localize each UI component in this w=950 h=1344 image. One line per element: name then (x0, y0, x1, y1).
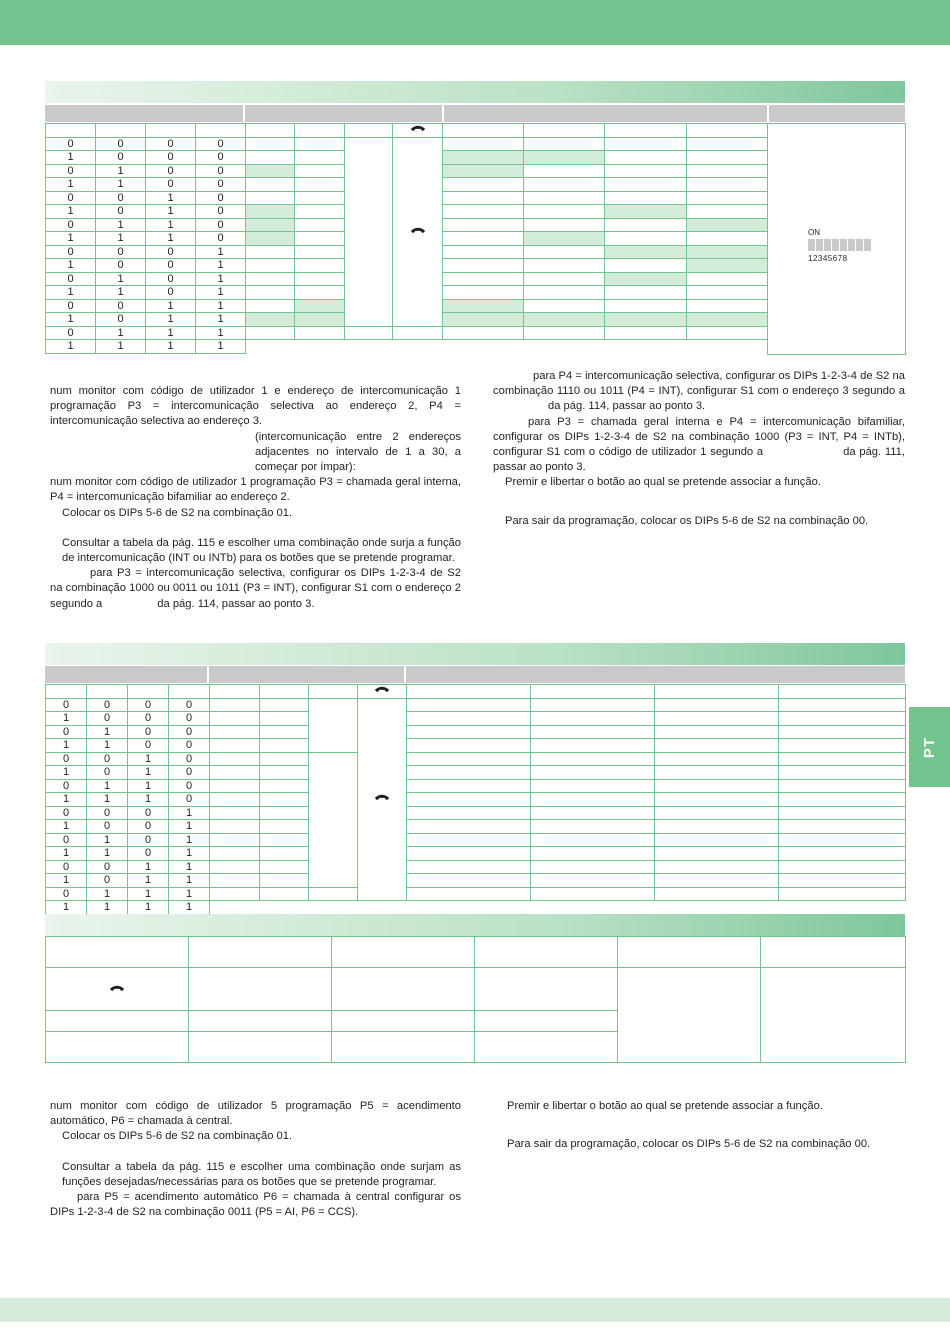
dip-value-cell: 0 (128, 806, 169, 820)
dip-value-cell: 1 (87, 793, 128, 807)
dip-value-cell: 0 (46, 326, 96, 340)
dip-value-cell: 1 (46, 712, 87, 726)
dip-value-cell: 0 (87, 698, 128, 712)
example2-text: num monitor com código de utilizador 1 programação P3 = chamada geral interna, P4 = intercomunicação bifamiliar ao endereço 2. (50, 476, 461, 504)
dip-value-cell: 1 (169, 901, 210, 915)
dip-value-cell: 1 (146, 299, 196, 313)
table-row (46, 739, 906, 753)
table1-subheader-row (46, 124, 906, 138)
exit-text: Para sair da programação, colocar os DIPs 5-6 de S2 na combinação 00. (505, 514, 869, 527)
dip-value-cell: 1 (46, 205, 96, 219)
table3-handset-cell (46, 968, 189, 1011)
top-header-bar (0, 0, 950, 45)
dip-value-cell: 1 (146, 191, 196, 205)
dip-value-cell: 0 (169, 766, 210, 780)
text2-right-column (507, 1099, 905, 1152)
step3b-text: Premir e libertar o botão ao qual se pretende associar a função. (507, 1100, 823, 1112)
dip-value-cell: 0 (96, 245, 146, 259)
dip-value-cell: 1 (46, 766, 87, 780)
dip-value-cell: 0 (46, 887, 87, 901)
dip-value-cell: 0 (128, 833, 169, 847)
dip-value-cell: 1 (46, 874, 87, 888)
dip-value-cell: 1 (146, 205, 196, 219)
example2-heading: (intercomunicação entre 2 endereços adjacentes no intervalo de 1 a 30, a começar por ímpar): (255, 430, 461, 474)
dip-value-cell: 0 (196, 178, 246, 192)
dip-value-cell: 0 (146, 272, 196, 286)
dip-value-cell: 1 (46, 178, 96, 192)
dip-value-cell: 1 (96, 272, 146, 286)
step2-text: Consultar a tabela da pág. 115 e escolher uma combinação onde surja a função de intercomunicação (INT ou INTb) para os botões que se pretende programar. (62, 536, 461, 565)
dip-value-cell: 1 (96, 218, 146, 232)
dip-value-cell: 0 (46, 272, 96, 286)
dip-value-cell: 1 (96, 326, 146, 340)
dip-value-cell: 0 (146, 259, 196, 273)
table-row (46, 860, 906, 874)
dip-value-cell: 0 (46, 164, 96, 178)
dip-value-cell: 1 (169, 833, 210, 847)
step1-text: Colocar os DIPs 5-6 de S2 na combinação 01. (62, 506, 293, 519)
table2-subheader-row (46, 685, 906, 699)
table-row (46, 833, 906, 847)
table2-header-row (45, 666, 905, 683)
text1-left-column (50, 384, 461, 612)
table1-header-row (45, 105, 905, 122)
dip-value-cell: 1 (128, 860, 169, 874)
dip-value-cell: 1 (169, 874, 210, 888)
dip-value-cell: 0 (146, 164, 196, 178)
dip-value-cell: 0 (46, 833, 87, 847)
dip-value-cell: 0 (46, 299, 96, 313)
table-row (46, 766, 906, 780)
dip-value-cell: 0 (46, 779, 87, 793)
dip-value-cell: 0 (196, 191, 246, 205)
table-row (46, 874, 906, 888)
dip-value-cell: 0 (146, 286, 196, 300)
dip-value-cell: 0 (46, 806, 87, 820)
table-row (46, 752, 906, 766)
dip-value-cell: 1 (128, 887, 169, 901)
dip-value-cell: 1 (128, 901, 169, 915)
dip-value-cell: 1 (146, 326, 196, 340)
table-row (46, 806, 906, 820)
dip-value-cell: 1 (46, 847, 87, 861)
dip-value-cell: 1 (46, 259, 96, 273)
dip-value-cell: 1 (96, 286, 146, 300)
dip-value-cell: 1 (46, 286, 96, 300)
table3-title-bar (45, 914, 905, 936)
language-tab-pt: PT (909, 707, 950, 787)
dip-value-cell: 1 (46, 901, 87, 915)
dip-value-cell: 1 (87, 779, 128, 793)
dip-value-cell: 0 (96, 313, 146, 327)
dip-value-cell: 1 (169, 887, 210, 901)
dip-value-cell: 1 (87, 725, 128, 739)
dip-value-cell: 0 (196, 137, 246, 151)
table-row (46, 887, 906, 901)
step2b-text: Consultar a tabela da pág. 115 e escolher uma combinação onde surjam as funções desejadas/necessárias para os botões que se pretende programar. (62, 1160, 461, 1188)
step2b-example: para P5 = acendimento automático P6 = chamada à central configurar os DIPs 1-2-3-4 de S2 na combinação 0011 (P5 = AI, P6 = CCS). (50, 1191, 461, 1219)
table1-title-bar (45, 81, 905, 103)
example1-text: num monitor com código de utilizador 1 e endereço de intercomunicação 1 programação P3 = intercomunicação selectiva ao endereço 2, P4 = intercomunicação selectiva ao endereço 3. (50, 385, 461, 428)
dip-value-cell: 1 (46, 232, 96, 246)
dip-value-cell: 0 (196, 151, 246, 165)
dip-value-cell: 0 (46, 752, 87, 766)
table-row (46, 793, 906, 807)
text1-right-column (493, 369, 905, 529)
dip-value-cell: 0 (87, 712, 128, 726)
dip-value-cell: 0 (128, 739, 169, 753)
dip-value-cell: 0 (46, 137, 96, 151)
telephone-handset-icon (374, 685, 390, 694)
dip-value-cell: 0 (169, 725, 210, 739)
dip-value-cell: 1 (196, 286, 246, 300)
dip-value-cell: 0 (87, 860, 128, 874)
telephone-handset-icon (374, 793, 390, 802)
dip-value-cell: 0 (169, 779, 210, 793)
dip-value-cell: 0 (87, 874, 128, 888)
table-row (46, 901, 906, 915)
example3-text: num monitor com código de utilizador 5 programação P5 = acendimento automático, P6 = chamada à central. (50, 1100, 461, 1128)
dip-value-cell: 1 (196, 272, 246, 286)
step2-example1: para P3 = intercomunicação selectiva, configurar os DIPs 1-2-3-4 de S2 na combinação 1000 ou 0011 ou 1011 (P3 = INT), configurar S1 com o endereço 2 segundo a da pág. 114, passar ao ponto 3. (50, 567, 461, 610)
dip-value-cell: 0 (169, 712, 210, 726)
telephone-handset-icon (410, 226, 426, 235)
dip-value-cell: 1 (169, 806, 210, 820)
dip-value-cell: 1 (128, 766, 169, 780)
dip-value-cell: 1 (128, 752, 169, 766)
dip-value-cell: 1 (146, 340, 196, 354)
dip-value-cell: 0 (146, 151, 196, 165)
dip-value-cell: 1 (96, 340, 146, 354)
dip-value-cell: 0 (96, 151, 146, 165)
dip-value-cell: 0 (46, 698, 87, 712)
dip-value-cell: 0 (169, 739, 210, 753)
dip-value-cell: 0 (87, 766, 128, 780)
dip-value-cell: 0 (46, 725, 87, 739)
dip-value-cell: 1 (196, 259, 246, 273)
table-row (46, 698, 906, 712)
table-row (46, 779, 906, 793)
dip-value-cell: 1 (146, 232, 196, 246)
dip-value-cell: 0 (128, 725, 169, 739)
dip-value-cell: 0 (46, 245, 96, 259)
dip-value-cell: 1 (96, 164, 146, 178)
table2-grid (45, 684, 906, 915)
telephone-handset-icon (410, 124, 426, 133)
dip-on-label: ON (808, 228, 820, 237)
dip-value-cell: 0 (169, 793, 210, 807)
dip-value-cell: 1 (87, 833, 128, 847)
dip-value-cell: 1 (46, 793, 87, 807)
dip-value-cell: 0 (196, 218, 246, 232)
dip-value-cell: 1 (46, 820, 87, 834)
step2-example2: para P3 = chamada geral interna e P4 = intercomunicação bifamiliar, configurar os DIPs 1-2-3-4 de S2 na combinação 1000 (P3 = INT, P4 = INTb), configurar S1 com o código de utilizador 1 segundo a da pág. 111, passar ao ponto 3. (493, 415, 905, 474)
dip-value-cell: 0 (96, 299, 146, 313)
dip-value-cell: 0 (128, 698, 169, 712)
dip-value-cell: 1 (196, 340, 246, 354)
dip-value-cell: 0 (46, 218, 96, 232)
dip-value-cell: 0 (146, 245, 196, 259)
dip-value-cell: 0 (96, 205, 146, 219)
table2-title-bar (45, 643, 905, 665)
dip-value-cell: 0 (87, 820, 128, 834)
dip-value-cell: 1 (169, 847, 210, 861)
dip-value-cell: 1 (169, 820, 210, 834)
dip-value-cell: 0 (87, 806, 128, 820)
dip-value-cell: 0 (196, 232, 246, 246)
dip-value-cell: 1 (169, 860, 210, 874)
dip-value-cell: 0 (96, 259, 146, 273)
dip-value-cell: 1 (46, 739, 87, 753)
dip-value-cell: 1 (87, 847, 128, 861)
dip-value-cell: 0 (46, 191, 96, 205)
dip-value-cell: 1 (87, 739, 128, 753)
dip-value-cell: 0 (46, 860, 87, 874)
table-row (46, 820, 906, 834)
table1-grid (45, 123, 906, 355)
dip-value-cell: 1 (87, 901, 128, 915)
dip-value-cell: 1 (46, 313, 96, 327)
table3-grid (45, 936, 906, 1063)
dip-value-cell: 1 (87, 887, 128, 901)
dip-value-cell: 1 (146, 313, 196, 327)
table-row (46, 725, 906, 739)
dip-value-cell: 1 (146, 218, 196, 232)
dip-value-cell: 1 (96, 232, 146, 246)
dip-value-cell: 1 (128, 874, 169, 888)
telephone-handset-icon (109, 984, 125, 993)
dip-value-cell: 0 (146, 178, 196, 192)
dip-value-cell: 0 (196, 164, 246, 178)
dip-value-cell: 0 (196, 205, 246, 219)
dip-value-cell: 0 (146, 137, 196, 151)
dip-value-cell: 1 (196, 326, 246, 340)
exit-b-text: Para sair da programação, colocar os DIPs 5-6 de S2 na combinação 00. (507, 1138, 871, 1151)
dip-value-cell: 1 (196, 245, 246, 259)
dip-value-cell: 1 (196, 299, 246, 313)
bottom-footer-bar (0, 1298, 950, 1322)
dip-value-cell: 1 (96, 178, 146, 192)
dip-value-cell: 1 (128, 793, 169, 807)
dip-value-cell: 1 (128, 779, 169, 793)
dip-value-cell: 0 (169, 698, 210, 712)
dip-value-cell: 1 (46, 340, 96, 354)
dip-value-cell: 0 (169, 752, 210, 766)
step3-text: Premir e libertar o botão ao qual se pretende associar a função. (505, 476, 821, 489)
dip-value-cell: 0 (128, 712, 169, 726)
dip-value-cell: 0 (96, 191, 146, 205)
step2-example1b: para P4 = intercomunicação selectiva, configurar os DIPs 1-2-3-4 de S2 na combinação 1110 ou 1011 (P4 = INT), configurar S1 com o endereço 3 segundo ada pág. 114, passar ao ponto 3. (493, 370, 905, 413)
dip-value-cell: 1 (46, 151, 96, 165)
dip-value-cell: 0 (128, 847, 169, 861)
dip-value-cell: 0 (128, 820, 169, 834)
table-row (46, 847, 906, 861)
table-row (46, 712, 906, 726)
dip-numbers: 12345678 (808, 254, 848, 263)
dip-value-cell: 1 (196, 313, 246, 327)
text2-left-column (50, 1099, 461, 1220)
dip-switch-icon (806, 228, 870, 266)
dip-value-cell: 0 (87, 752, 128, 766)
dip-value-cell: 0 (96, 137, 146, 151)
step1b-text: Colocar os DIPs 5-6 de S2 na combinação 01. (62, 1130, 293, 1143)
